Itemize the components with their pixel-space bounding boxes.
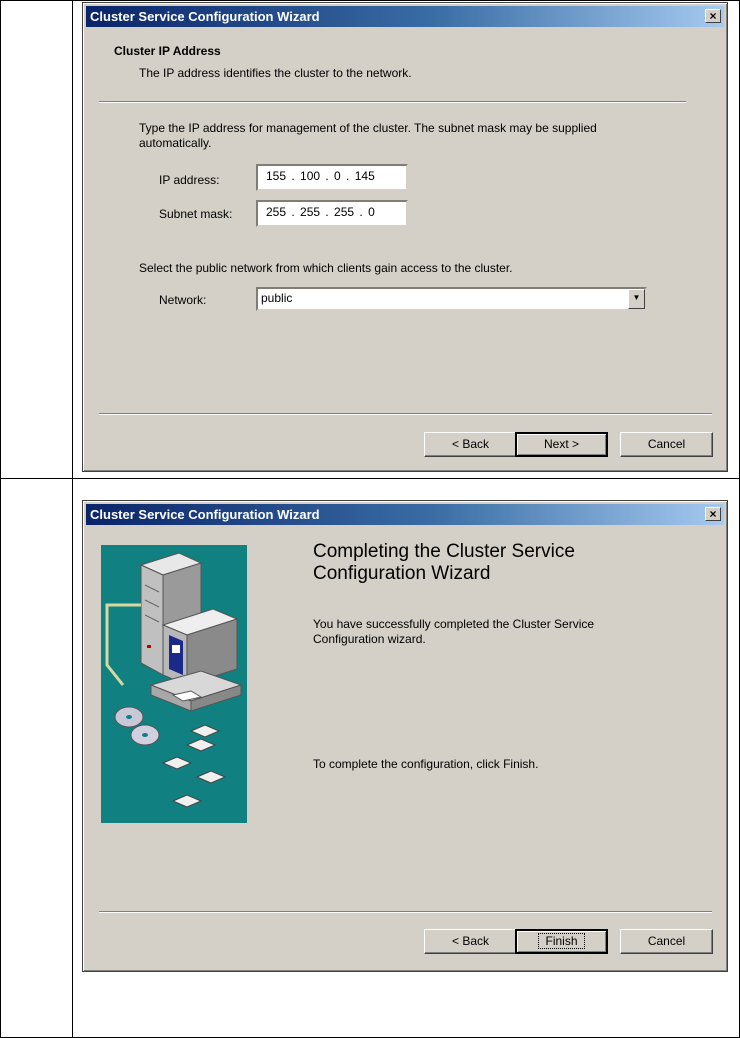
network-select[interactable]	[256, 287, 647, 311]
back-button[interactable]: < Back	[424, 432, 517, 457]
network-selected-value: public	[261, 291, 293, 305]
window-title: Cluster Service Configuration Wizard	[90, 9, 320, 24]
finish-button[interactable]: Finish	[515, 929, 608, 954]
page-subheading: The IP address identifies the cluster to the network.	[139, 66, 412, 80]
footer-separator	[99, 911, 712, 913]
subnet-mask-label: Subnet mask:	[159, 207, 233, 221]
window-title: Cluster Service Configuration Wizard	[90, 507, 320, 522]
header-separator	[99, 101, 686, 103]
table-column-divider	[72, 0, 73, 1038]
title-bar	[86, 504, 724, 525]
network-label: Network:	[159, 293, 207, 307]
close-icon: ×	[709, 9, 717, 23]
dropdown-arrow-icon[interactable]: ▼	[628, 289, 645, 309]
next-button[interactable]: Next >	[515, 432, 608, 457]
completion-heading: Completing the Cluster Service Configuration Wizard	[313, 541, 575, 584]
network-instruction: Select the public network from which clients gain access to the cluster.	[139, 261, 513, 275]
subnet-mask-input[interactable]: 255 . 255 . 255 . 0	[256, 200, 408, 227]
table-row-divider	[0, 478, 740, 479]
wizard-dialog-completing	[82, 500, 728, 972]
close-button[interactable]	[705, 507, 721, 521]
title-bar	[86, 6, 724, 27]
computer-with-disks-icon	[101, 545, 247, 823]
cancel-button[interactable]: Cancel	[620, 432, 713, 457]
table-border-top	[0, 0, 740, 1]
footer-separator	[99, 413, 712, 415]
close-button[interactable]	[705, 9, 721, 23]
wizard-banner-image	[101, 545, 247, 823]
cancel-button[interactable]: Cancel	[620, 929, 713, 954]
page-heading: Cluster IP Address	[114, 44, 221, 58]
ip-instruction: Type the IP address for management of the cluster. The subnet mask may be supplied automatically.	[139, 121, 597, 150]
finish-instruction: To complete the configuration, click Finish.	[313, 757, 539, 771]
ip-address-input[interactable]: 155 . 100 . 0 . 145	[256, 164, 408, 191]
ip-address-label: IP address:	[159, 173, 220, 187]
table-border-left	[0, 0, 1, 1038]
wizard-dialog-ip-address	[82, 2, 728, 472]
back-button[interactable]: < Back	[424, 929, 517, 954]
close-icon: ×	[709, 507, 717, 521]
completion-message: You have successfully completed the Cluster Service Configuration wizard.	[313, 617, 595, 646]
